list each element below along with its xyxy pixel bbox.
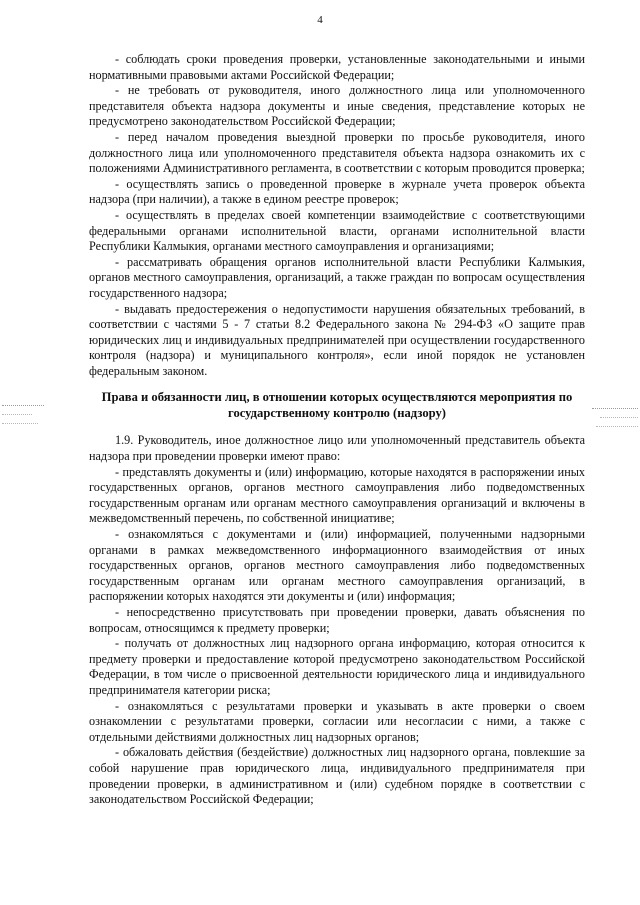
paragraph: - получать от должностных лиц надзорного органа информацию, которая относится к предмету проверки и предоставление которой предусмотрено законодательством Российской Федерации, в том числе о присвоенной деятельности юридического лица и индивидуального предпринимателя категории риска; (89, 636, 585, 697)
scan-artifact-right (596, 426, 638, 427)
paragraph: 1.9. Руководитель, иное должностное лицо или уполномоченный представитель объекта надзора при проведении проверки имеют право: (89, 433, 585, 464)
scan-artifact-left (2, 414, 32, 415)
paragraph: - не требовать от руководителя, иного должностного лица или уполномоченного представителя объекта надзора документы и иные сведения, представление которых не предусмотрено законодательством Российской Федерации; (89, 83, 585, 129)
section-heading: Права и обязанности лиц, в отношении которых осуществляются мероприятия по государственному контролю (надзору) (101, 390, 573, 421)
paragraph: - соблюдать сроки проведения проверки, установленные законодательными и иными нормативными правовыми актами Российской Федерации; (89, 52, 585, 82)
paragraph: - представлять документы и (или) информацию, которые находятся в распоряжении иных государственных органов, органов местного самоуправления либо подведомственных государственным органам или органам местного самоуправления организаций и включены в межведомственный перечень, по собственной инициативе; (89, 464, 585, 526)
scan-artifact-left (2, 405, 44, 406)
paragraph: - выдавать предостережения о недопустимости нарушения обязательных требований, в соответствии с частями 5 - 7 статьи 8.2 Федерального закона № 294-ФЗ «О защите прав юридических лиц и индивидуальных предпринимателей при осуществлении государственного контроля (надзора) и муниципального контроля», если иной порядок не установлен федеральным законом. (89, 301, 585, 378)
paragraph: - перед началом проведения выездной проверки по просьбе руководителя, иного должностного лица или уполномоченного представителя объекта надзора ознакомить их с положениями Административного регламента, в соответствии с которым проводится проверка; (89, 129, 585, 176)
paragraph: - непосредственно присутствовать при проведении проверки, давать объяснения по вопросам, относящимся к предмету проверки; (89, 605, 585, 635)
scan-artifact-right (600, 417, 638, 418)
paragraph: - ознакомляться с результатами проверки и указывать в акте проверки о своем ознакомлении с результатами проверки, согласии или несогласии с ними, а также с отдельными действиями должностных лиц надзорных органов; (89, 698, 585, 744)
paragraph: - ознакомляться с документами и (или) информацией, полученными надзорными органами в рамках межведомственного информационного взаимодействия от иных государственных органов, органов местного самоуправления либо подведомственных государственным органам или органам местного самоуправления организаций, в распоряжении которых находятся эти документы и (или) информация; (89, 527, 585, 604)
scan-artifact-right (592, 408, 638, 409)
document-body (89, 52, 585, 808)
paragraph: - рассматривать обращения органов исполнительной власти Республики Калмыкия, органов местного самоуправления, организаций, а также граждан по вопросам осуществления государственного надзора; (89, 254, 585, 300)
paragraph: - обжаловать действия (бездействие) должностных лиц надзорного органа, повлекшие за собой нарушение прав юридического лица, индивидуального предпринимателя при проведении проверки, в административном и (или) судебном порядке в соответствии с законодательством Российской Федерации; (89, 745, 585, 807)
page-number: 4 (317, 14, 323, 26)
scan-artifact-left (2, 423, 38, 424)
paragraph: - осуществлять запись о проведенной проверке в журнале учета проверок объекта надзора (при наличии), а также в едином реестре проверок; (89, 176, 585, 207)
paragraph: - осуществлять в пределах своей компетенции взаимодействие с соответствующими федеральными органами исполнительной власти, органами исполнительной власти Республики Калмыкия, органами местного самоуправления и организациями; (89, 207, 585, 254)
